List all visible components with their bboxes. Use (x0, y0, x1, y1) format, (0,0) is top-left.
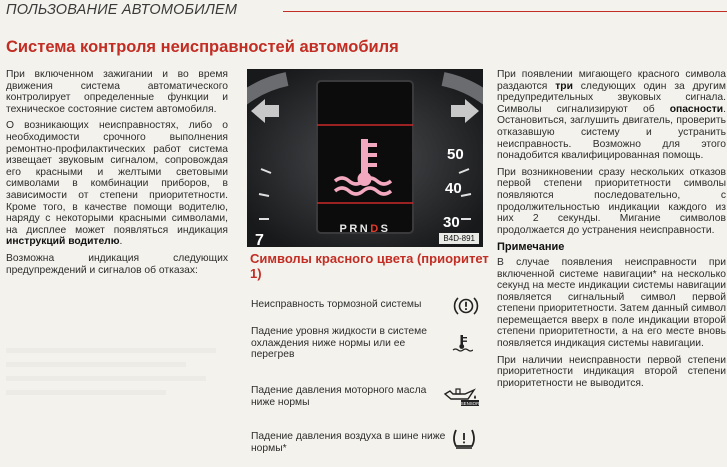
symbol-label: Падение давления моторного масла ниже нормы (251, 385, 427, 408)
scale-number: 40 (445, 180, 462, 197)
faded-text-line (6, 348, 216, 353)
coolant-temperature-icon (451, 334, 473, 358)
gear-letter: N (359, 223, 371, 235)
left-paragraph-3: Возможна индикация следующих предупреждений и сигналов об отказах: (6, 252, 228, 276)
symbol-label: Неисправность тормозной системы (251, 299, 422, 310)
symbol-row-tire (251, 431, 487, 461)
right-paragraph-3: В случае появления неисправности при включенной системе навигации* на несколько секунд на месте индикации системы навигации появляется сигнальный символ первой степени приоритетности. Затем данный символ перемещается вверх в поле индикации второй степени приоритетности, а на его месте вновь появляется индикация системы навигации. (497, 256, 726, 350)
symbol-row-brake (251, 295, 487, 317)
image-code-label: B4D-891 (439, 233, 479, 244)
gear-letter: P (339, 223, 350, 235)
symbol-row-oil (251, 385, 487, 413)
instrument-cluster-image (247, 69, 483, 247)
tire-pressure-icon (451, 427, 477, 455)
symbol-label: Падение уровня жидкости в системе охлаждения ниже нормы или ее перегрев (251, 326, 427, 361)
brake-warning-icon (453, 295, 479, 321)
left-paragraph-1: При включенном зажигании и во время движения система автоматического контролирует определенные функции и техническое состояние систем автомобиля. (6, 69, 228, 115)
danger-bold: опасности (669, 103, 724, 115)
gear-letter: R (349, 223, 360, 235)
left-paragraph-2-end: . (119, 236, 123, 248)
gear-letter: S (380, 223, 391, 235)
symbol-row-coolant (251, 326, 487, 366)
right-p1-text: При появлении мигающего красного символа раздаются (497, 69, 726, 92)
header-divider (283, 11, 727, 12)
faded-text-line (6, 376, 206, 381)
right-p1-text: . Остановиться, заглушить двигатель, проверить отказавшую систему и устранить неисправность. Возможно для этого понадобится квалифицированная помощь. (497, 103, 726, 162)
symbol-label: Падение давления воздуха в шине ниже нормы* (251, 431, 446, 454)
driver-instructions-bold: инструкций водителю (6, 236, 120, 248)
faded-text-line (6, 390, 166, 395)
left-column (6, 69, 228, 281)
oil-pressure-icon (441, 385, 481, 411)
instrument-cluster-drawing (247, 69, 483, 247)
left-paragraph-2 (6, 120, 228, 248)
faded-text-line (6, 362, 186, 367)
section-header-title: ПОЛЬЗОВАНИЕ АВТОМОБИЛЕМ (6, 2, 238, 18)
note-heading: Примечание (497, 241, 565, 254)
gear-selector-indicator (321, 223, 409, 235)
scale-number: 30 (443, 214, 460, 231)
left-paragraph-2-text: О возникающих неисправностях, либо о необходимости срочного выполнения ремонтно-профилактических работ система извещает звуковым сигналом, сопровождая его красными и желтыми световыми символами в комбинации приборов, в зависимости от степени приоритетности. Кроме того, в качестве помощи водителю, наряду с некоторыми красными символами, на дисплее может появляться индикация (6, 120, 228, 236)
right-column (497, 69, 726, 394)
red-symbols-subtitle: Символы красного цвета (приоритет 1) (250, 251, 489, 281)
scale-number: 50 (447, 146, 464, 163)
page-title: Система контроля неисправностей автомобиля (6, 38, 399, 56)
right-paragraph-2: При возникновении сразу нескольких отказов первой степени приоритетности символы появляются последовательно, с продолжительностью индикации каждого из них 2 секунды. Мигание символов продолжается до устранения неисправности. (497, 166, 726, 236)
gear-letter: D (370, 223, 381, 235)
right-paragraph-1 (497, 69, 726, 162)
right-p1-text: следующих один за другим предупредительных звуковых сигнала. Символы сигнализируют об (497, 80, 726, 115)
oil-icon-text: SENSOR (460, 400, 480, 406)
page-header (0, 0, 727, 22)
three-bold: три (555, 80, 573, 92)
right-paragraph-4: При наличии неисправности первой степени приоритетности индикация второй степени приоритетности не выводится. (497, 354, 726, 389)
scale-number-left: 7 (255, 232, 264, 247)
